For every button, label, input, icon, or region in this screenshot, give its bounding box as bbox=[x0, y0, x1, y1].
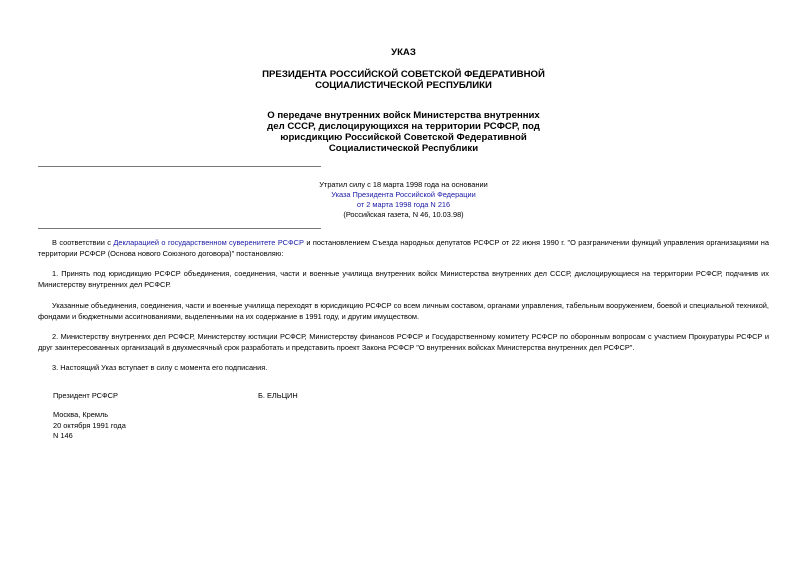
sovereignty-declaration-link[interactable]: Декларацией о государственном суверенитете РСФСР bbox=[113, 238, 304, 247]
title-line-3: юрисдикцию Российской Советской Федеративной bbox=[280, 132, 527, 143]
signatory-name: Б. ЕЛЬЦИН bbox=[258, 391, 298, 400]
signing-place: Москва, Кремль bbox=[53, 410, 109, 419]
repeal-decree-link-line-2[interactable]: от 2 марта 1998 года N 216 bbox=[356, 200, 451, 209]
status-line-1: Утратил силу с 18 марта 1998 года на основании bbox=[319, 180, 488, 189]
signing-date: 20 октября 1991 года bbox=[53, 421, 126, 430]
top-divider bbox=[38, 166, 321, 167]
repeal-decree-link-line-1[interactable]: Указа Президента Российской Федерации bbox=[331, 190, 476, 199]
paragraph-3: 3. Настоящий Указ вступает в силу с момента его подписания. bbox=[52, 363, 268, 372]
issuer-line-1: ПРЕЗИДЕНТА РОССИЙСКОЙ СОВЕТСКОЙ ФЕДЕРАТИВНОЙ bbox=[262, 69, 545, 80]
paragraph-2: 2. Министерству внутренних дел РСФСР, Министерству юстиции РСФСР, Министерству финансов РСФСР и Государственному комитету РСФСР по оборонным вопросам с участием Прокуратуры РСФСР и друг заинтересованных организаций в двухмесячный срок разработать и представить проект Закона РСФСР "О внутренних войсках Министерства внутренних дел РСФСР". bbox=[38, 332, 769, 352]
document-type: УКАЗ bbox=[391, 47, 416, 58]
title-line-2: дел СССР, дислоцирующихся на территории РСФСР, под bbox=[267, 121, 540, 132]
preamble-text-start: В соответствии с bbox=[52, 238, 114, 247]
decree-number: N 146 bbox=[53, 431, 73, 440]
bottom-divider bbox=[38, 228, 321, 229]
paragraph-preamble bbox=[38, 238, 769, 259]
preamble-text-end: и постановлением Съезда народных депутатов РСФСР от 22 июня 1990 г. "О разграничении функций управления организациями на территории РСФСР (Основа нового Союзного договора)" постановляю: bbox=[38, 238, 769, 258]
paragraph-1: 1. Принять под юрисдикцию РСФСР объединения, соединения, части и военные училища внутренних войск Министерства внутренних дел СССР, дислоцирующиеся на территории РСФСР, подчинив их Министерству внутренних дел РСФСР. bbox=[38, 269, 769, 289]
issuer-line-2: СОЦИАЛИСТИЧЕСКОЙ РЕСПУБЛИКИ bbox=[315, 80, 492, 91]
signatory-position: Президент РСФСР bbox=[53, 391, 118, 400]
title-line-4: Социалистической Республики bbox=[328, 143, 479, 154]
paragraph-1-continued: Указанные объединения, соединения, части и военные училища переходят в юрисдикцию РСФСР со всем личным составом, органами управления, табельным вооружением, боевой и специальной техникой, фондами и бюджетными ассигнованиями, выделенными на их содержание в 1991 году, и другим имуществом. bbox=[38, 301, 769, 321]
title-line-1: О передаче внутренних войск Министерства внутренних bbox=[267, 110, 540, 121]
status-source: (Российская газета, N 46, 10.03.98) bbox=[343, 210, 464, 219]
